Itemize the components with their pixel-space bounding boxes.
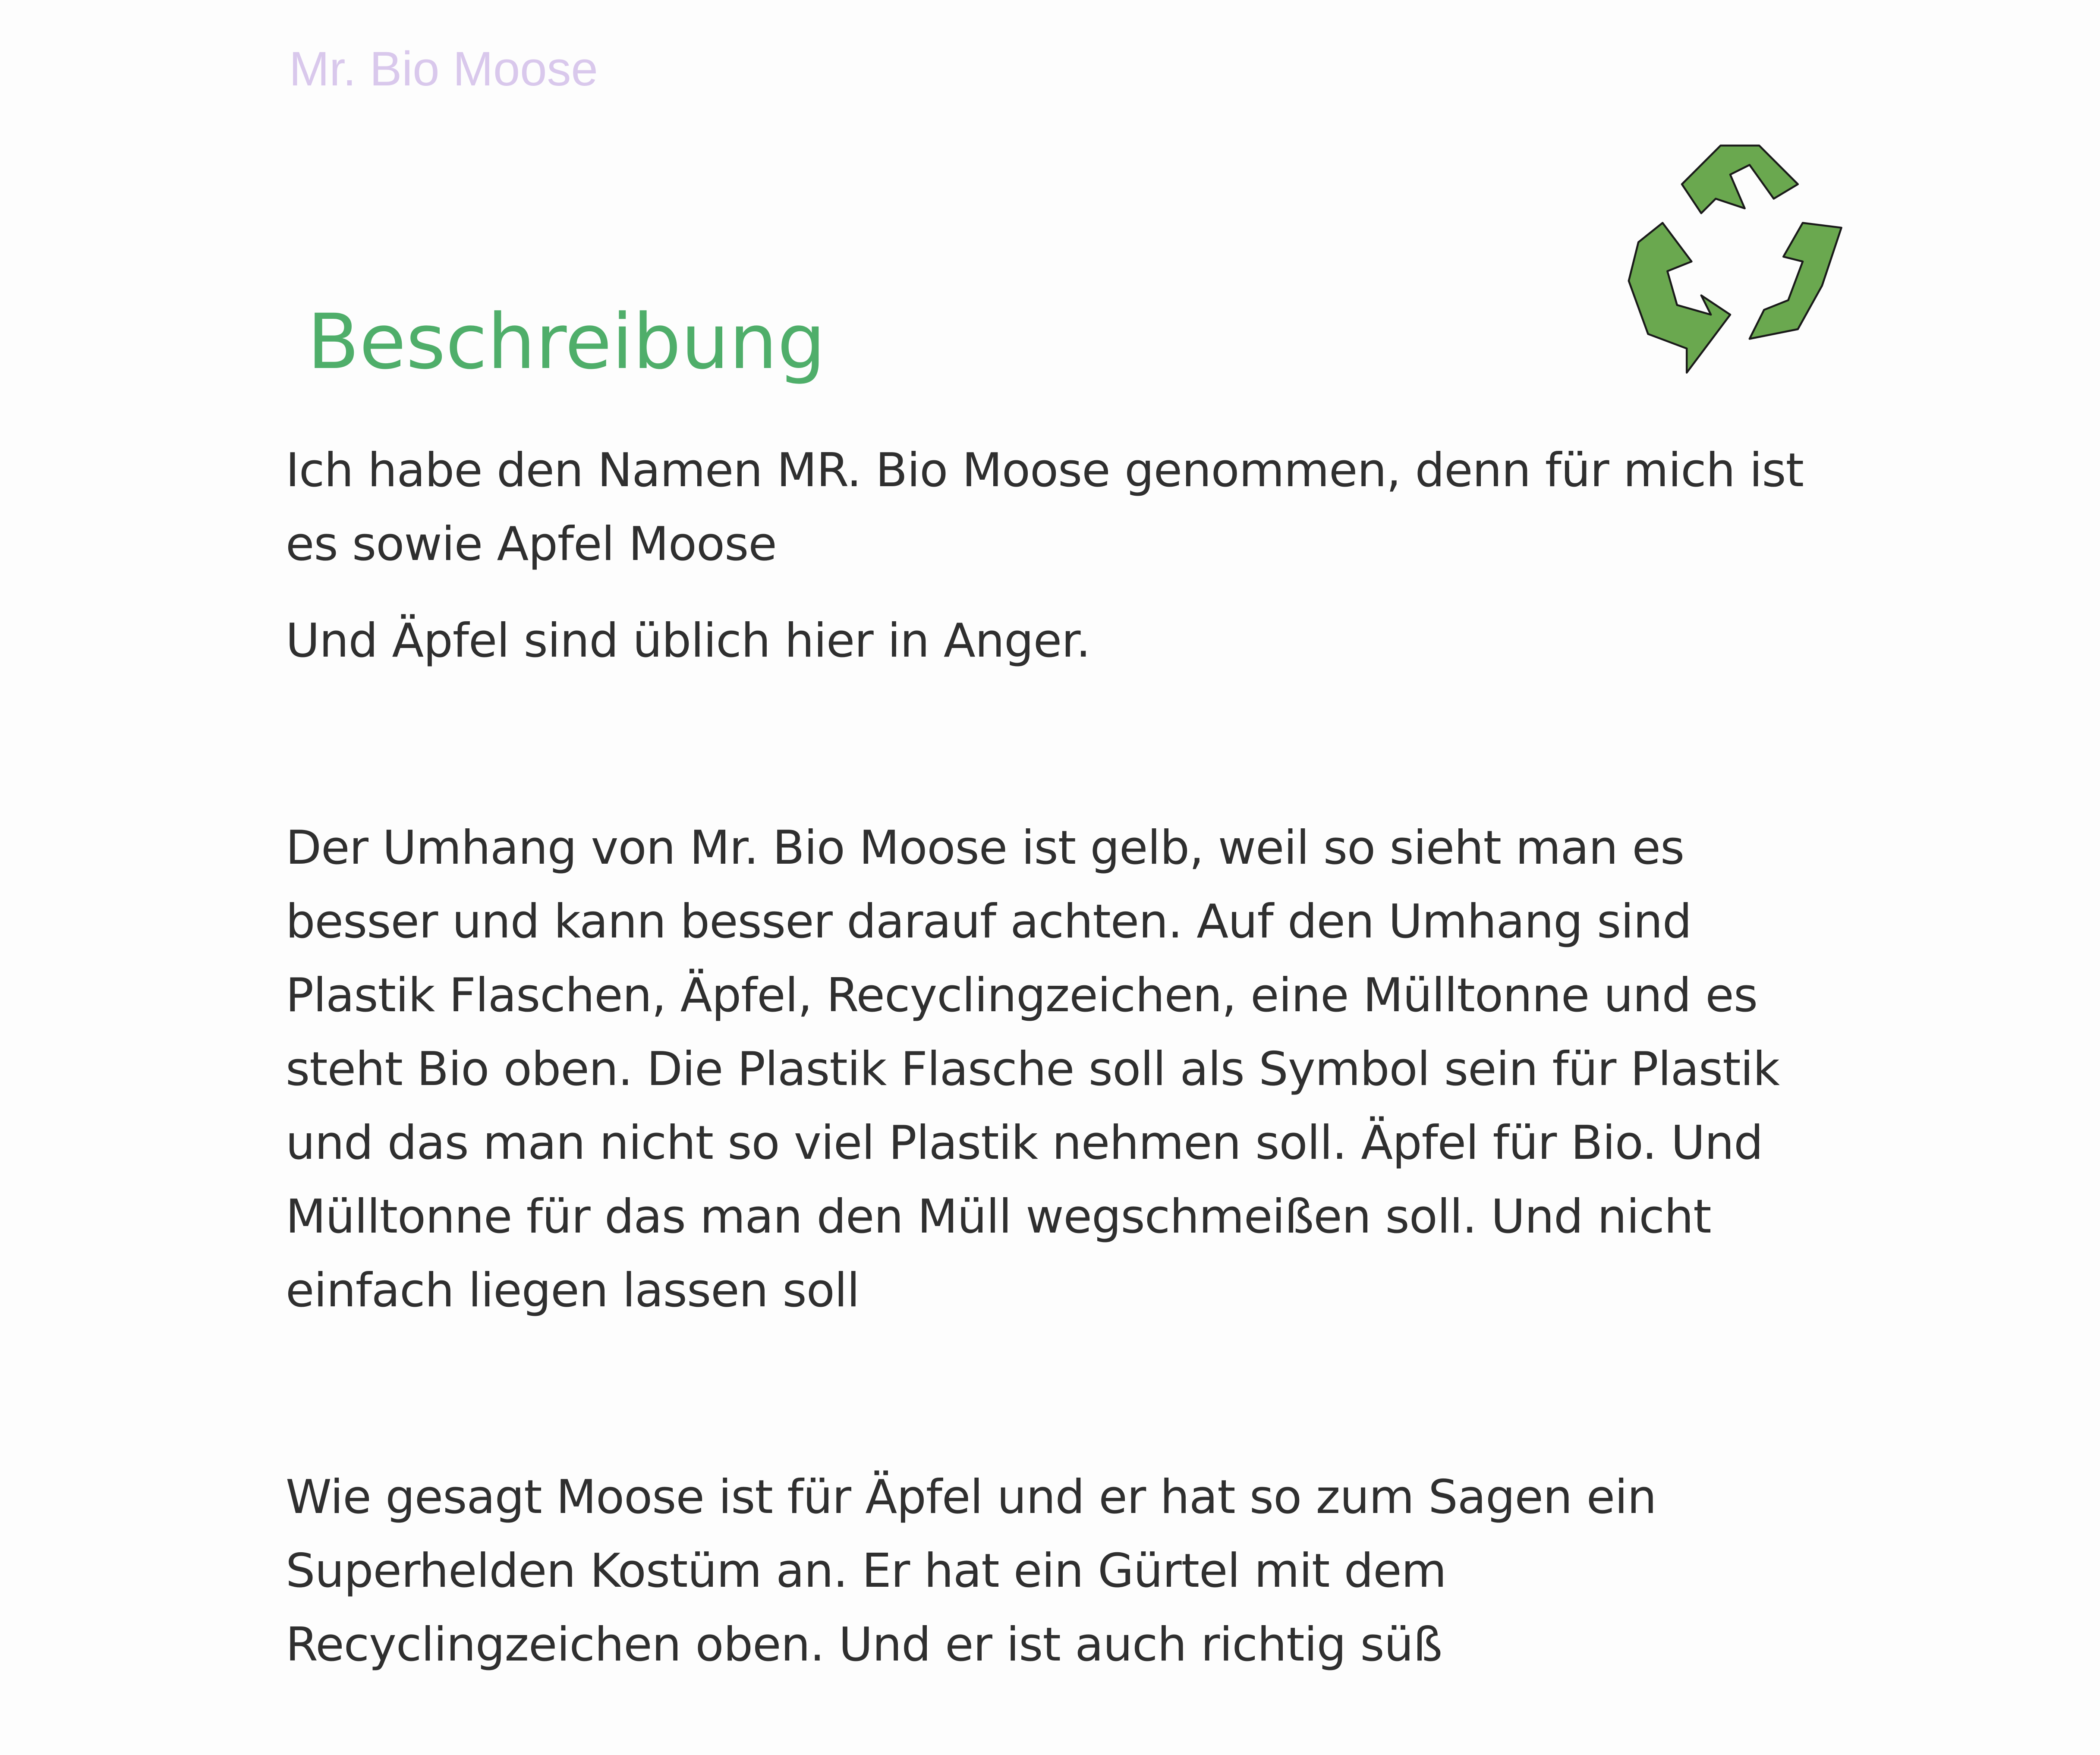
paragraph-costume-description: Wie gesagt Moose ist für Äpfel und er hat so zum Sagen ein Superhelden Kostüm an. Er hat ein Gürtel mit dem Recyclingzeichen oben. Und er ist auch richtig süß	[286, 1470, 1656, 1672]
paragraph-cape-description: Der Umhang von Mr. Bio Moose ist gelb, weil so sieht man es besser und kann besser darauf achten. Auf den Umhang sind Plastik Flaschen, Äpfel, Recyclingzeichen, eine Mülltonne und es steht Bio oben. Die Plastik Flasche soll als Symbol sein für Plastik und das man nicht so viel Plastik nehmen soll. Äpfel für Bio. Und Mülltonne für das man den Müll wegschmeißen soll. Und nicht einfach liegen lassen soll	[286, 821, 1780, 1318]
paragraph-apples-anger: Und Äpfel sind üblich hier in Anger.	[286, 614, 1090, 668]
section-heading: Beschreibung	[307, 298, 826, 386]
header-title: Mr. Bio Moose	[289, 42, 598, 96]
recycle-icon	[1609, 136, 1851, 377]
paragraph-name-origin: Ich habe den Namen MR. Bio Moose genommen, denn für mich ist es sowie Apfel Moose	[286, 443, 1804, 571]
